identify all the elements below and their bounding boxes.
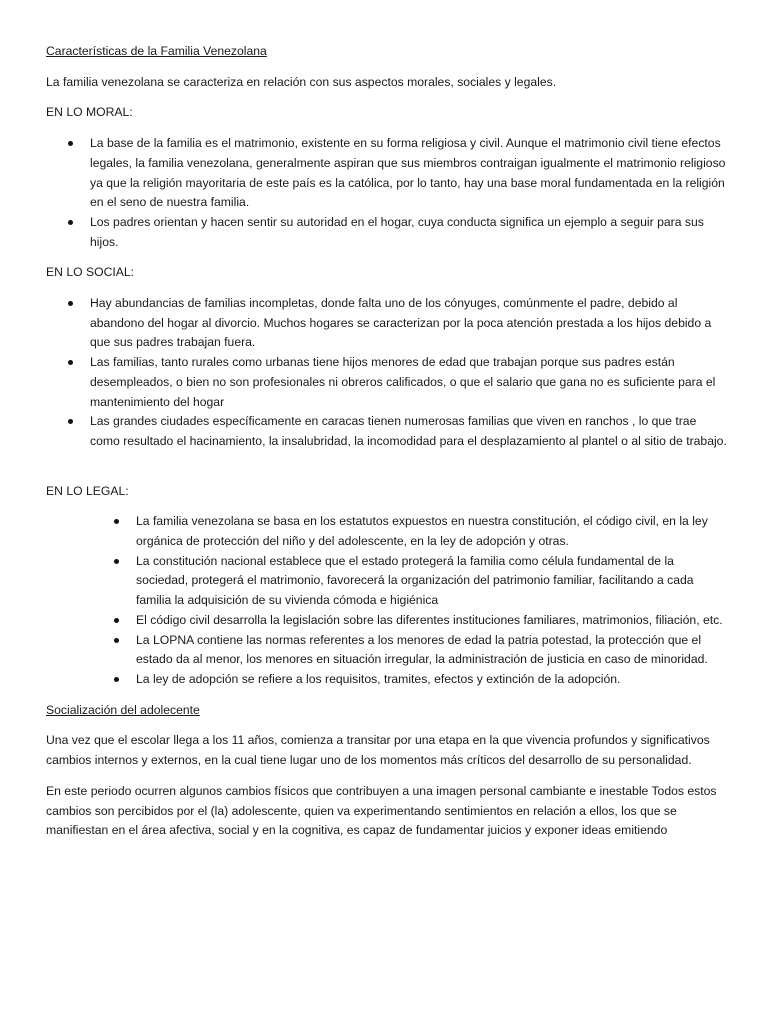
list-item: La familia venezolana se basa en los estatutos expuestos en nuestra constitución, el código civil, en la ley orgánica de protección del niño y del adolescente, en la ley de adopción y otras. [136,512,728,551]
paragraph: Una vez que el escolar llega a los 11 años, comienza a transitar por una etapa en la que vivencia profundos y significativos cambios internos y externos, en la cual tiene lugar uno de los momentos más críticos del desarrollo de su personalidad. [46,733,710,768]
list-item: La ley de adopción se refiere a los requisitos, tramites, efectos y extinción de la adopción. [136,670,728,690]
list-item: El código civil desarrolla la legislación sobre las diferentes instituciones familiares, matrimonios, filiación, etc. [136,611,728,631]
moral-list [46,134,728,252]
social-list [46,294,728,452]
list-item: Las familias, tanto rurales como urbanas tiene hijos menores de edad que trabajan porque sus padres están desempleados, o bien no son profesionales ni obreros calificados, o que el salario que gana no es suficiente para el mantenimiento del hogar [90,353,728,412]
list-item: La base de la familia es el matrimonio, existente en su forma religiosa y civil. Aunque el matrimonio civil tiene efectos legales, la familia venezolana, generalmente aspiran que sus miembros contraigan igualmente el matrimonio religioso ya que la religión mayoritaria de este país es la católica, por lo tanto, hay una base moral fundamentada en la religión en el seno de nuestra familia. [90,134,728,213]
spacer [46,463,728,482]
moral-section-label: EN LO MORAL: [46,105,133,120]
intro-paragraph: La familia venezolana se caracteriza en relación con sus aspectos morales, sociales y legales. [46,74,557,89]
document-title: Características de la Familia Venezolana [46,44,267,58]
section-title-socializacion: Socialización del adolecente [46,702,200,717]
legal-section-label: EN LO LEGAL: [46,483,129,498]
list-item: Las grandes ciudades específicamente en caracas tienen numerosas familias que viven en ranchos , lo que trae como resultado el hacinamiento, la insalubridad, la incomodidad para el desplazamiento al plantel o al sitio de trabajo. [90,412,728,451]
list-item: La constitución nacional establece que el estado protegerá la familia como célula fundamental de la sociedad, protegerá el matrimonio, favorecerá la organización del patrimonio familiar, facilitando a cada familia la adquisición de su vivienda cómoda e higiénica [136,552,728,611]
list-item: Hay abundancias de familias incompletas, donde falta uno de los cónyuges, comúnmente el padre, debido al abandono del hogar al divorcio. Muchos hogares se caracterizan por la poca atención prestada a los hijos debido a que sus padres trabajan fuera. [90,294,728,353]
list-item: Los padres orientan y hacen sentir su autoridad en el hogar, cuya conducta significa un ejemplo a seguir para sus hijos. [90,213,728,252]
paragraph: En este periodo ocurren algunos cambios físicos que contribuyen a una imagen personal cambiante e inestable Todos estos cambios son percibidos por el (la) adolescente, quien va experimentando sentimientos en relación a ellos, los que se manifiestan en el área afectiva, social y en la cognitiva, es capaz de fundamentar juicios y exponer ideas emitiendo [46,783,717,838]
list-item: La LOPNA contiene las normas referentes a los menores de edad la patria potestad, la protección que el estado da al menor, los menores en situación irregular, la administración de justicia en caso de minoridad. [136,631,728,670]
social-section-label: EN LO SOCIAL: [46,265,135,280]
legal-list [46,512,728,689]
